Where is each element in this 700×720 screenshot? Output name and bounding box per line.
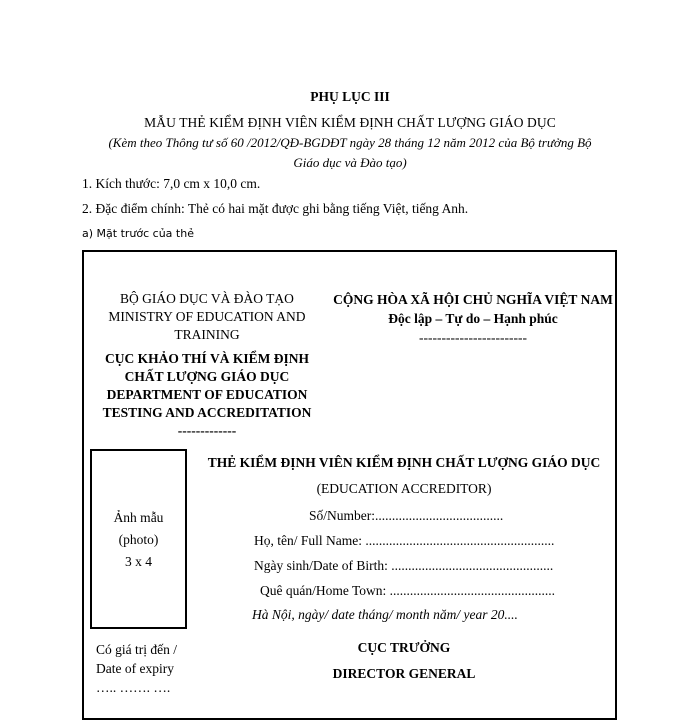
card-subheading: (EDUCATION ACCREDITOR) [316,481,492,496]
photo-label-en: (photo) [118,532,159,547]
issue-date-line: Hà Nội, ngày/ date tháng/ month năm/ year 20.... [252,607,518,622]
department-vn-line-1: CỤC KHẢO THÍ VÀ KIỂM ĐỊNH [105,351,309,366]
front-side-label: a) Mặt trước của thẻ [82,227,194,240]
date-of-birth-field: Ngày sinh/Date of Birth: ................................................ [254,558,554,573]
spec-features: 2. Đặc điểm chính: Thẻ có hai mặt được ghi bằng tiếng Việt, tiếng Anh. [82,201,469,216]
ministry-en-line-2: TRAINING [174,327,240,342]
department-en-line-2: TESTING AND ACCREDITATION [102,405,312,420]
republic-block [328,290,618,347]
left-divider: ------------- [177,423,237,438]
photo-placeholder [90,449,187,629]
director-title-vn: CỤC TRƯỞNG [357,640,451,655]
legal-note-line-1: (Kèm theo Thông tư số 60 /2012/QĐ-BGDĐT ngày 28 tháng 12 năm 2012 của Bộ trưởng Bộ [108,135,592,150]
republic-title: CỘNG HÒA XÃ HỘI CHỦ NGHĨA VIỆT NAM [333,292,613,307]
department-vn-line-2: CHẤT LƯỢNG GIÁO DỤC [124,369,290,384]
expiry-block [96,640,177,697]
ministry-block [92,290,322,440]
number-field: Số/Number:...................................... [309,508,504,523]
legal-note [0,133,700,173]
expiry-value: ….. ……. …. [96,680,171,695]
card-front [82,250,617,720]
expiry-label-vn: Có giá trị đến / [96,642,177,657]
card-heading: THẺ KIỂM ĐỊNH VIÊN KIỂM ĐỊNH CHẤT LƯỢNG GIÁO DỤC [207,455,601,470]
motto: Độc lập – Tự do – Hạnh phúc [388,311,558,326]
ministry-vn: BỘ GIÁO DỤC VÀ ĐÀO TẠO [120,291,294,306]
director-title-en: DIRECTOR GENERAL [332,666,476,681]
ministry-en-line-1: MINISTRY OF EDUCATION AND [108,309,306,324]
spec-size: 1. Kích thước: 7,0 cm x 10,0 cm. [82,176,261,191]
department-en-line-1: DEPARTMENT OF EDUCATION [106,387,308,402]
photo-size: 3 x 4 [125,554,152,569]
expiry-label-en: Date of expiry [96,661,174,676]
appendix-title: PHỤ LỤC III [310,89,390,104]
photo-label-vn: Ảnh mẫu [113,510,164,525]
form-title: MẪU THẺ KIỂM ĐỊNH VIÊN KIỂM ĐỊNH CHẤT LƯỢNG GIÁO DỤC [144,115,556,130]
legal-note-line-2: Giáo dục và Đào tạo) [293,155,407,170]
full-name-field: Họ, tên/ Full Name: ........................................................ [254,533,555,548]
home-town-field: Quê quán/Home Town: ................................................. [260,583,556,598]
right-divider: ------------------------ [419,330,527,345]
